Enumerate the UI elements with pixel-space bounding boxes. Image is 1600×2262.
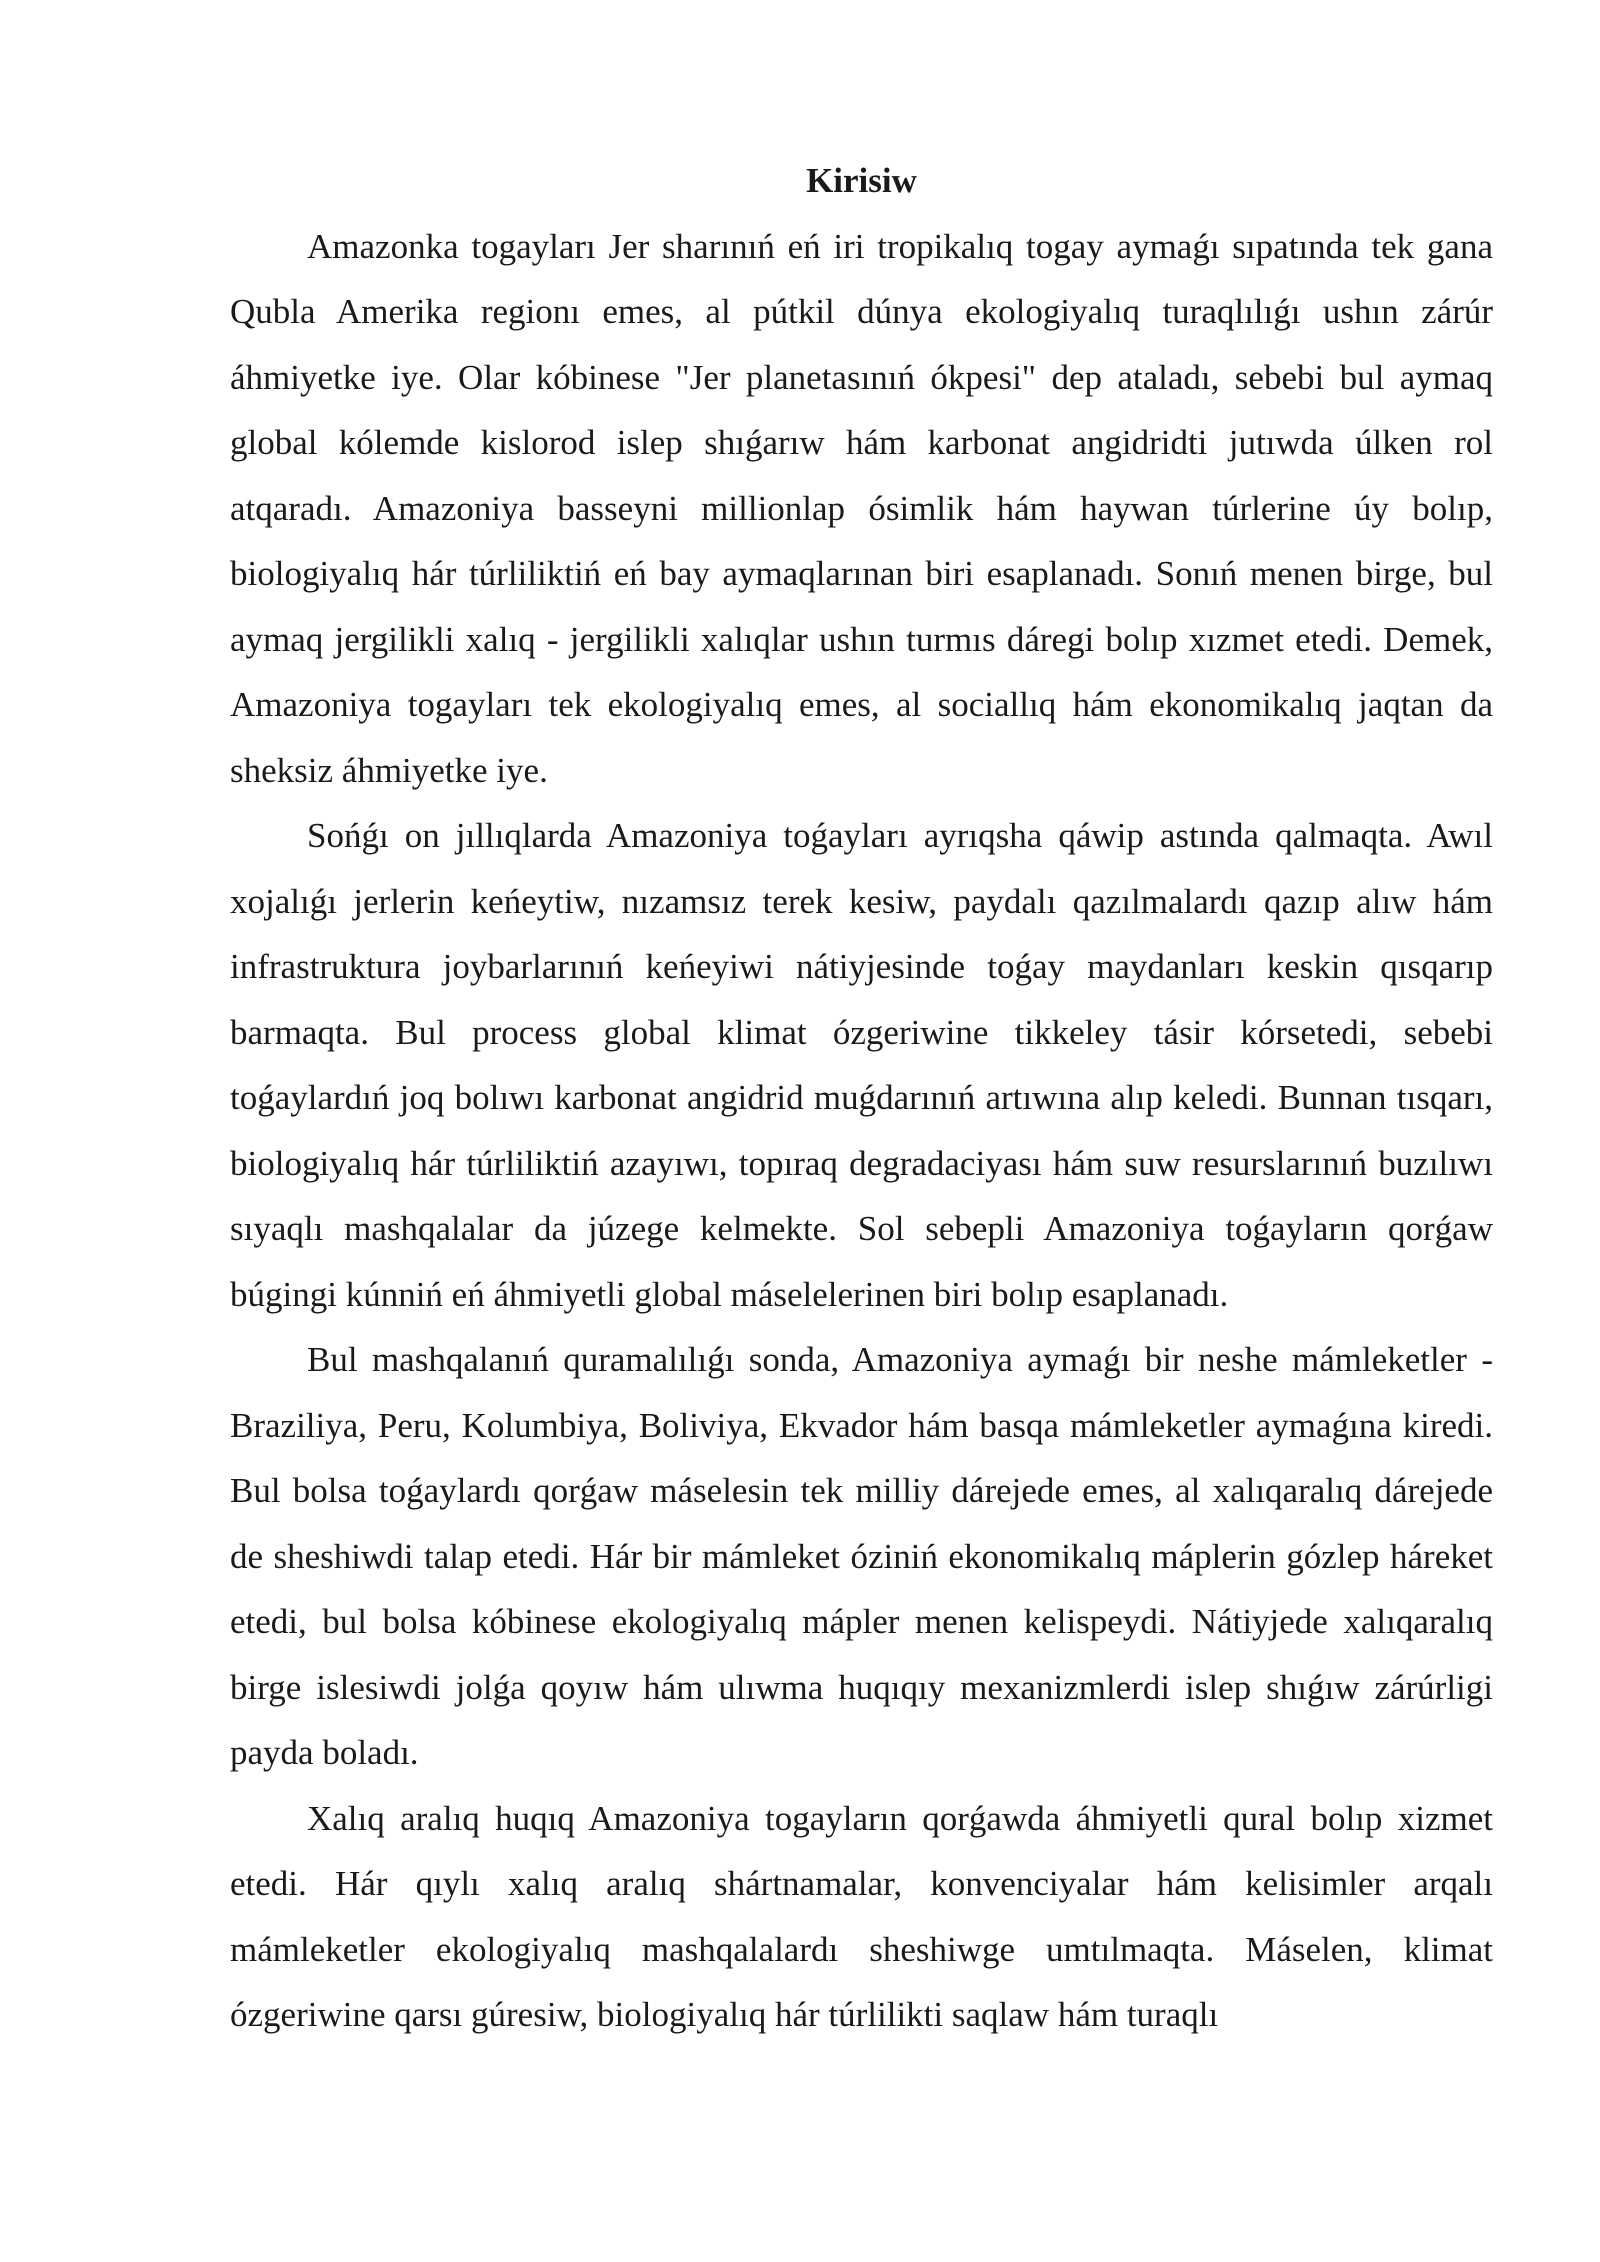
paragraph-4: Xalıq aralıq huqıq Amazoniya togayların qorǵawda áhmiyetli qural bolıp xizmet etedi. Hár qıylı xalıq aralıq shártnamalar, konvenciyalar hám kelisimler arqalı mámleketler ekologiyalıq mashqalalardı sheshiwge umtılmaqta. Máselen, klimat ózgeriwine qarsı gúresiw, biologiyalıq hár túrlilikti saqlaw hám turaqlı bbox=[230, 1798, 1493, 2034]
page-title: Kirisiw bbox=[806, 161, 917, 200]
paragraph-2: Sońǵı on jıllıqlarda Amazoniya toǵayları ayrıqsha qáwip astında qalmaqta. Awıl xojalıǵı jerlerin keńeytiw, nızamsız terek kesiw, paydalı qazılmalardı qazıp alıw hám infrastruktura joybarlarınıń keńeyiwi nátiyjesinde toǵay maydanları keskin qısqarıp barmaqta. Bul process global klimat ózgeriwine tikkeley tásir kórsetedi, sebebi toǵaylardıń joq bolıwı karbonat angidrid muǵdarınıń artıwına alıp keledi. Bunnan tısqarı, biologiyalıq hár túrliliktiń azayıwı, topıraq degradaciyası hám suw resurslarınıń buzılıwı sıyaqlı mashqalalar da júzege kelmekte. Sol sebepli Amazoniya toǵayların qorǵaw búgingi kúnniń eń áhmiyetli global máselelerinen biri bolıp esaplanadı. bbox=[230, 816, 1493, 1314]
document-body bbox=[230, 148, 1493, 2048]
paragraph-3: Bul mashqalanıń quramalılıǵı sonda, Amazoniya aymaǵı bir neshe mámleketler - Braziliya, Peru, Kolumbiya, Boliviya, Ekvador hám basqa mámleketler aymaǵına kiredi. Bul bolsa toǵaylardı qorǵaw máselesin tek milliy dárejede emes, al xalıqaralıq dárejede de sheshiwdi talap etedi. Hár bir mámleket óziniń ekonomikalıq máplerin gózlep háreket etedi, bul bolsa kóbinese ekologiyalıq mápler menen kelispeydi. Nátiyjede xalıqaralıq birge islesiwdi jolǵa qoyıw hám ulıwma huqıqıy mexanizmlerdi islep shıǵıw zárúrligi payda boladı. bbox=[230, 1340, 1493, 1772]
paragraph-1: Amazonka togayları Jer sharınıń eń iri tropikalıq togay aymaǵı sıpatında tek gana Qubla Amerika regionı emes, al pútkil dúnya ekologiyalıq turaqlılıǵı ushın zárúr áhmiyetke iye. Olar kóbinese "Jer planetasınıń ókpesi" dep ataladı, sebebi bul aymaq global kólemde kislorod islep shıǵarıw hám karbonat angidridti jutıwda úlken rol atqaradı. Amazoniya basseyni millionlap ósimlik hám haywan túrlerine úy bolıp, biologiyalıq hár túrliliktiń eń bay aymaqlarınan biri esaplanadı. Sonıń menen birge, bul aymaq jergilikli xalıq - jergilikli xalıqlar ushın turmıs dáregi bolıp xızmet etedi. Demek, Amazoniya togayları tek ekologiyalıq emes, al sociallıq hám ekonomikalıq jaqtan da sheksiz áhmiyetke iye. bbox=[230, 226, 1493, 790]
